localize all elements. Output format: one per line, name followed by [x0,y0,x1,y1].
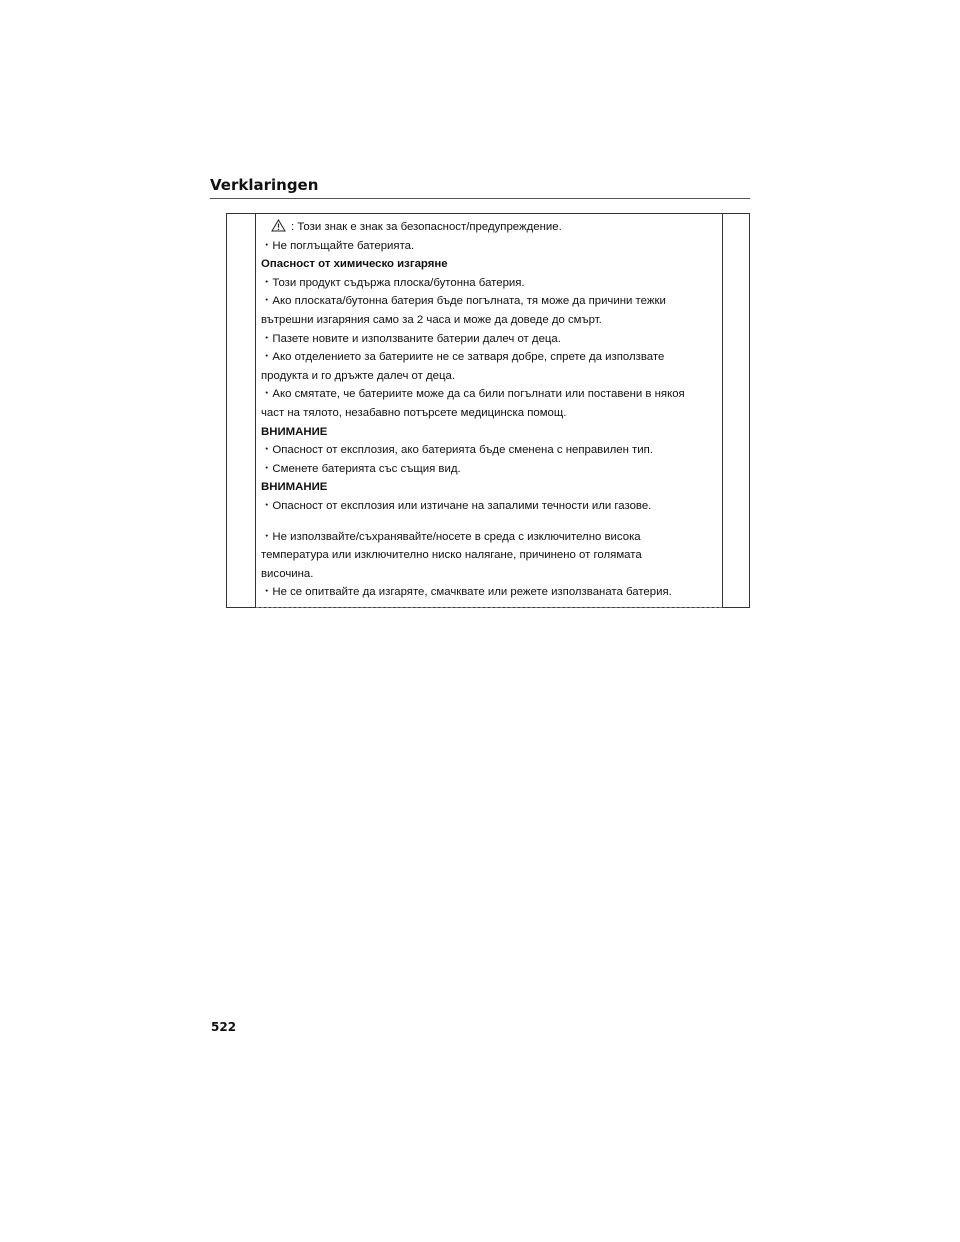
page-header [210,176,750,199]
warning-line-text: ・Сменете батерията със същия вид. [261,462,461,475]
warning-line-text: ・Опасност от експлозия или изтичане на запалими течности или газове. [261,499,652,512]
warning-line-text: продукта и го дръжте далеч от деца. [261,369,456,382]
warning-line [261,385,721,404]
blank-line [261,516,721,528]
warning-line [261,292,721,311]
warning-line-text: ・Не използвайте/съхранявайте/носете в среда с изключително висока [261,530,641,543]
warning-line [261,528,721,547]
warning-line [261,274,721,293]
warning-line [261,404,721,423]
warning-line [261,367,721,386]
warning-line-text: част на тялото, незабавно потърсете медицинска помощ. [261,406,567,419]
warning-line-text: височина. [261,567,314,580]
warning-line [261,311,721,330]
battery-warning-box [226,213,750,608]
warning-text-panel [255,213,723,608]
warning-line-text: Опасност от химическо изгаряне [261,258,448,271]
warning-line [261,218,721,237]
warning-line-text: ВНИМАНИЕ [261,481,328,494]
warning-line [261,348,721,367]
warning-line [261,460,721,479]
warning-line-text: ・Пазете новите и използваните батерии далеч от деца. [261,332,561,345]
warning-line [261,330,721,349]
warning-line [261,441,721,460]
warning-line-text: ・Не поглъщайте батерията. [261,239,415,252]
warning-line-text: ・Не се опитвайте да изгаряте, смачквате или режете използваната батерия. [261,586,672,599]
warning-line-text: температура или изключително ниско налягане, причинено от голямата [261,549,642,562]
page-number: 522 [211,1020,237,1034]
warning-line-text: ・Ако смятате, че батериите може да са били погълнати или поставени в някоя [261,388,685,401]
warning-heading [261,255,721,274]
warning-line [261,583,721,602]
warning-line [261,565,721,584]
warning-line-text: ・Ако плоската/бутонна батерия бъде погълната, тя може да причини тежки [261,295,666,308]
warning-line-text: : Този знак е знак за безопасност/предупреждение. [291,221,562,233]
page-title: Verklaringen [210,176,319,194]
warning-line-text: ・Опасност от експлозия, ако батерията бъде сменена с неправилен тип. [261,444,653,457]
warning-line-text: ВНИМАНИЕ [261,425,328,438]
dashed-divider [256,607,722,608]
warning-line-text: ・Ако отделението за батериите не се затваря добре, спрете да използвате [261,351,665,364]
warning-line [261,546,721,565]
warning-heading [261,423,721,442]
warning-line [261,237,721,256]
warning-triangle-icon [271,219,286,239]
warning-text-content [261,218,721,602]
warning-line [261,497,721,516]
warning-heading [261,478,721,497]
warning-line-text: ・Този продукт съдържа плоска/бутонна батерия. [261,276,525,289]
warning-line-text: вътрешни изгаряния само за 2 часа и може да доведе до смърт. [261,313,602,326]
